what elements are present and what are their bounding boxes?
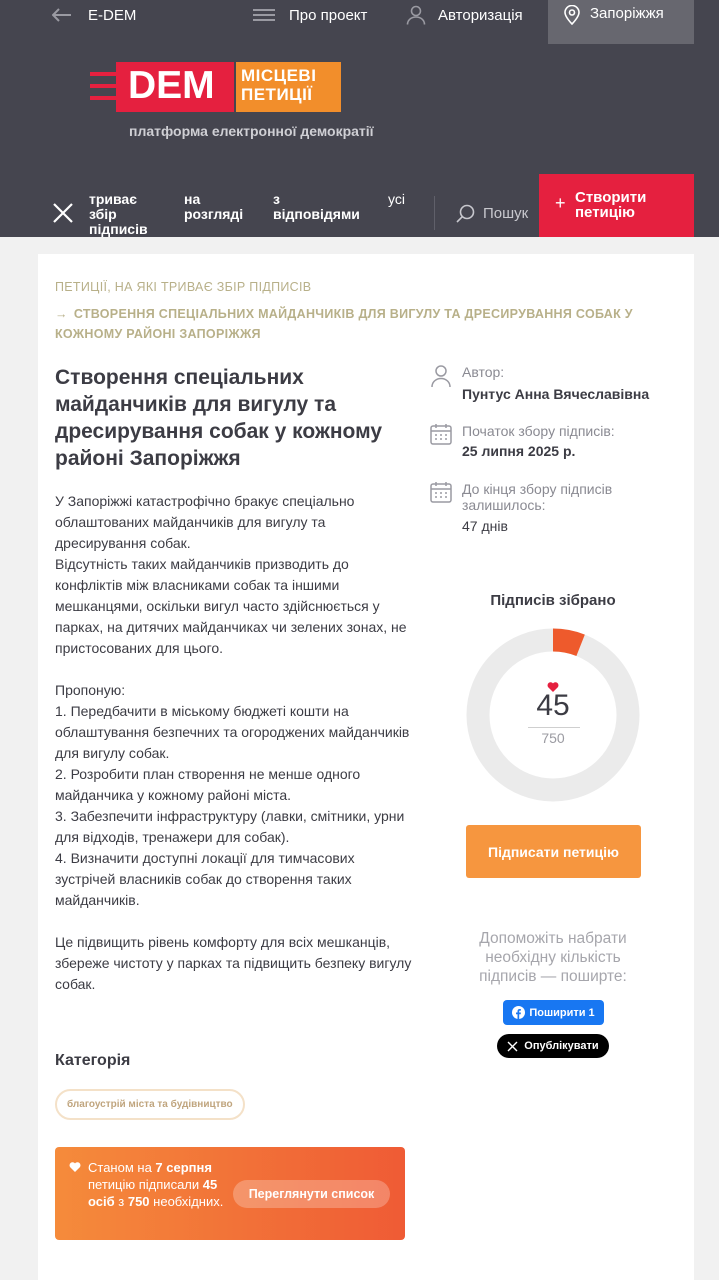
divider	[434, 196, 435, 230]
top-nav	[0, 0, 719, 44]
breadcrumb-current-label: СТВОРЕННЯ СПЕЦІАЛЬНИХ МАЙДАНЧИКІВ ДЛЯ ВИГУЛУ ТА ДРЕСИРУВАННЯ СОБАК У КОЖНОМУ РАЙОНІ ЗАПОРІЖЖЯ	[55, 307, 633, 341]
time-left-value: 47 днів	[462, 518, 508, 534]
breadcrumb-current	[55, 304, 675, 344]
tagline: платформа електронної демократії	[129, 123, 374, 139]
signature-status-text	[88, 1159, 228, 1210]
divider	[528, 727, 580, 728]
x-post-button[interactable]	[497, 1034, 609, 1058]
search-button[interactable]	[456, 204, 528, 223]
status-text: необхідних.	[149, 1194, 224, 1209]
site-name: E-DEM	[88, 6, 137, 24]
logo-dem-text: DEM	[128, 64, 215, 107]
login-link[interactable]	[406, 0, 523, 30]
user-icon	[406, 5, 426, 25]
signatures-title: Підписів зібрано	[490, 592, 616, 609]
signatures-needed: 750	[541, 730, 565, 746]
close-icon[interactable]	[52, 202, 74, 224]
petition-body: У Запоріжжі катастрофічно бракує спеціально облаштованих майданчиків для вигулу та дресирування собак. Відсутність таких майданчиків призводить до конфліктів між власниками собак та іншими мешканцями, оскільки вигул часто здійснюється у парках, на дитячих майданчиках чи зелених зонах, не пристосованих для цього. Пропоную: 1. Передбачити в міському бюджеті кошти на облаштування безпечних та огороджених майданчиків для вигулу собак. 2. Розробити план створення не менше одного майданчика у кожному районі міста. 3. Забезпечити інфраструктуру (лавки, смітники, урни для відходів, тренажери для собак). 4. Визначити доступні локації для тимчасових зустрічей власників собак до створення таких майданчиків. Це підвищить рівень комфорту для всіх мешканців, збереже чистоту у парках та підвищить безпеку вигулу собак.	[55, 493, 412, 992]
city-label: Запоріжжя	[590, 5, 664, 22]
tab-all[interactable]: усі	[388, 191, 405, 207]
facebook-share-label: Поширити 1	[529, 1006, 595, 1019]
time-left-block	[430, 481, 670, 537]
arrow-left-icon	[52, 8, 72, 22]
status-signed: 45 осіб	[88, 1177, 218, 1209]
logo-line2: ПЕТИЦІЇ	[241, 85, 313, 104]
city-selector[interactable]	[548, 0, 694, 44]
breadcrumb-section[interactable]: ПЕТИЦІЇ, НА ЯКІ ТРИВАЄ ЗБІР ПІДПИСІВ	[55, 280, 312, 294]
x-post-label: Опублікувати	[524, 1040, 599, 1052]
start-date: 25 липня 2025 р.	[462, 443, 576, 459]
author-block	[430, 364, 670, 404]
author-name: Пунтус Анна Вячеславівна	[462, 386, 650, 402]
signatures-count: 45	[536, 689, 570, 722]
create-petition-button[interactable]	[539, 174, 694, 237]
tab-answered[interactable]: з відповідями	[273, 191, 360, 222]
logo-line1: МІСЦЕВІ	[241, 66, 317, 85]
status-date: 7 серпня	[155, 1160, 212, 1175]
status-text: петицію підписали	[88, 1177, 203, 1192]
search-icon	[456, 204, 475, 223]
calendar-icon	[430, 481, 452, 503]
about-link[interactable]	[253, 0, 367, 30]
menu-icon	[253, 9, 275, 21]
sign-petition-button[interactable]: Підписати петицію	[466, 825, 641, 878]
header	[0, 0, 719, 237]
facebook-icon	[512, 1006, 525, 1019]
time-left-label: До кінця збору підписів залишилось:	[462, 481, 613, 513]
calendar-icon	[430, 423, 452, 445]
site-logo[interactable]	[90, 60, 342, 114]
location-pin-icon	[564, 5, 580, 25]
category-heading: Категорія	[55, 1052, 131, 1069]
status-text: з	[114, 1194, 128, 1209]
about-label: Про проект	[289, 6, 368, 24]
petition-filter-nav	[0, 174, 719, 237]
arrow-right-icon: →	[55, 307, 68, 321]
search-label: Пошук	[483, 205, 529, 222]
tab-review[interactable]: на розгляді	[184, 191, 244, 222]
status-needed: 750	[127, 1194, 150, 1209]
category-tag[interactable]: благоустрій міста та будівництво	[55, 1089, 245, 1120]
x-logo-icon	[507, 1041, 518, 1052]
user-icon	[430, 364, 452, 388]
heart-icon	[69, 1161, 81, 1173]
facebook-share-button[interactable]	[503, 1000, 604, 1025]
create-petition-label: Створити петицію	[575, 189, 647, 221]
tab-collecting[interactable]: триває збір підписів	[89, 191, 148, 237]
plus-icon: +	[555, 193, 566, 213]
logo-local-petitions	[236, 62, 341, 112]
home-link[interactable]	[52, 0, 136, 30]
start-date-block	[430, 423, 670, 463]
signature-status-box	[55, 1147, 405, 1240]
start-label: Початок збору підписів:	[462, 423, 615, 439]
author-label: Автор:	[462, 364, 505, 380]
view-signers-button[interactable]: Переглянути список	[233, 1180, 390, 1208]
status-text: Станом на	[88, 1160, 156, 1175]
login-label: Авторизація	[438, 6, 523, 24]
share-prompt: Допоможіть набрати необхідну кількість підписів — поширте:	[479, 930, 627, 985]
petition-title: Створення спеціальних майданчиків для вигулу та дресирування собак у кожному районі Запоріжжя	[55, 366, 383, 470]
